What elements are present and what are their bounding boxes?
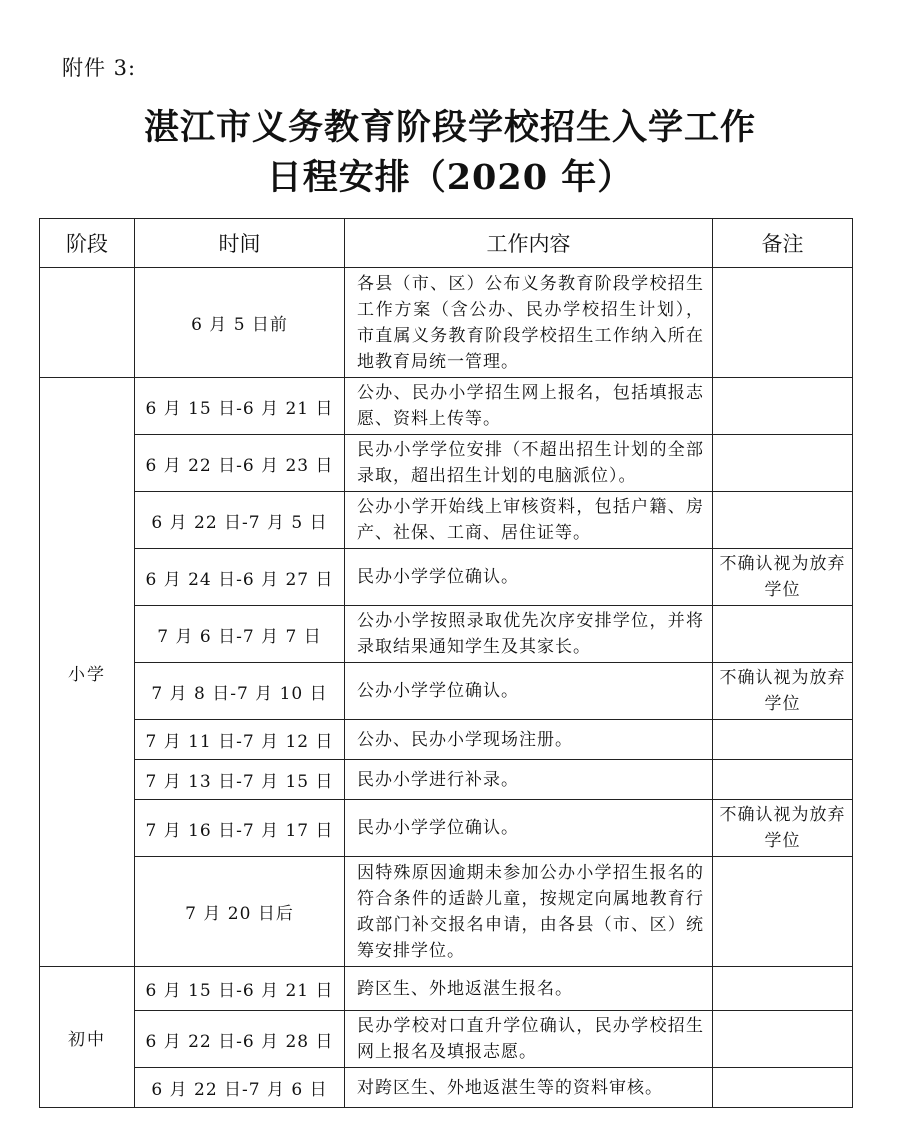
table-row — [40, 1068, 853, 1108]
attachment-label: 附件 3: — [62, 56, 137, 80]
table-row — [40, 720, 853, 760]
stage-cell-primary: 小学 — [40, 378, 135, 967]
content-cell: 跨区生、外地返湛生报名。 — [345, 967, 713, 1011]
content-cell: 各县（市、区）公布义务教育阶段学校招生工作方案（含公办、民办学校招生计划），市直属义务教育阶段学校招生工作纳入所在地教育局统一管理。 — [345, 268, 713, 378]
time-cell: 6 月 24 日-6 月 27 日 — [135, 549, 345, 606]
table-row — [40, 760, 853, 800]
header-time: 时间 — [135, 219, 345, 268]
table-row — [40, 549, 853, 606]
time-cell: 7 月 20 日后 — [135, 857, 345, 967]
table-row — [40, 663, 853, 720]
note-cell — [713, 1011, 853, 1068]
time-cell: 6 月 5 日前 — [135, 268, 345, 378]
table-row — [40, 967, 853, 1011]
content-cell: 民办小学进行补录。 — [345, 760, 713, 800]
content-cell: 民办小学学位确认。 — [345, 800, 713, 857]
time-cell: 6 月 22 日-7 月 5 日 — [135, 492, 345, 549]
table-header-row — [40, 219, 853, 268]
header-content: 工作内容 — [345, 219, 713, 268]
table-row — [40, 1011, 853, 1068]
table-row — [40, 857, 853, 967]
note-cell — [713, 378, 853, 435]
content-cell: 因特殊原因逾期未参加公办小学招生报名的符合条件的适龄儿童，按规定向属地教育行政部门补交报名申请，由各县（市、区）统筹安排学位。 — [345, 857, 713, 967]
note-cell — [713, 857, 853, 967]
time-cell: 7 月 11 日-7 月 12 日 — [135, 720, 345, 760]
content-cell: 公办、民办小学现场注册。 — [345, 720, 713, 760]
content-cell: 民办小学学位确认。 — [345, 549, 713, 606]
content-cell: 对跨区生、外地返湛生等的资料审核。 — [345, 1068, 713, 1108]
content-cell: 民办学校对口直升学位确认，民办学校招生网上报名及填报志愿。 — [345, 1011, 713, 1068]
note-cell — [713, 492, 853, 549]
content-cell: 公办小学按照录取优先次序安排学位，并将录取结果通知学生及其家长。 — [345, 606, 713, 663]
note-cell — [713, 268, 853, 378]
note-cell — [713, 1068, 853, 1108]
content-cell: 公办小学开始线上审核资料，包括户籍、房产、社保、工商、居住证等。 — [345, 492, 713, 549]
note-cell — [713, 967, 853, 1011]
table-row — [40, 606, 853, 663]
schedule-table — [39, 218, 853, 1108]
header-stage: 阶段 — [40, 219, 135, 268]
note-cell: 不确认视为放弃学位 — [713, 663, 853, 720]
document-title-line-2: 日程安排（2020 年） — [266, 157, 634, 198]
stage-cell-junior: 初中 — [40, 967, 135, 1108]
table-row — [40, 378, 853, 435]
note-cell — [713, 760, 853, 800]
table-row — [40, 435, 853, 492]
time-cell: 7 月 6 日-7 月 7 日 — [135, 606, 345, 663]
stage-cell-empty — [40, 268, 135, 378]
note-cell — [713, 606, 853, 663]
note-cell — [713, 435, 853, 492]
note-cell: 不确认视为放弃学位 — [713, 800, 853, 857]
note-cell: 不确认视为放弃学位 — [713, 549, 853, 606]
time-cell: 6 月 22 日-6 月 28 日 — [135, 1011, 345, 1068]
table-row — [40, 492, 853, 549]
note-cell — [713, 720, 853, 760]
table-row — [40, 800, 853, 857]
time-cell: 7 月 16 日-7 月 17 日 — [135, 800, 345, 857]
time-cell: 6 月 22 日-7 月 6 日 — [135, 1068, 345, 1108]
content-cell: 公办、民办小学招生网上报名，包括填报志愿、资料上传等。 — [345, 378, 713, 435]
content-cell: 民办小学学位安排（不超出招生计划的全部录取，超出招生计划的电脑派位）。 — [345, 435, 713, 492]
time-cell: 6 月 22 日-6 月 23 日 — [135, 435, 345, 492]
time-cell: 7 月 8 日-7 月 10 日 — [135, 663, 345, 720]
table-row — [40, 268, 853, 378]
document-title-line-1: 湛江市义务教育阶段学校招生入学工作 — [143, 107, 756, 148]
time-cell: 7 月 13 日-7 月 15 日 — [135, 760, 345, 800]
time-cell: 6 月 15 日-6 月 21 日 — [135, 378, 345, 435]
time-cell: 6 月 15 日-6 月 21 日 — [135, 967, 345, 1011]
header-note: 备注 — [713, 219, 853, 268]
content-cell: 公办小学学位确认。 — [345, 663, 713, 720]
